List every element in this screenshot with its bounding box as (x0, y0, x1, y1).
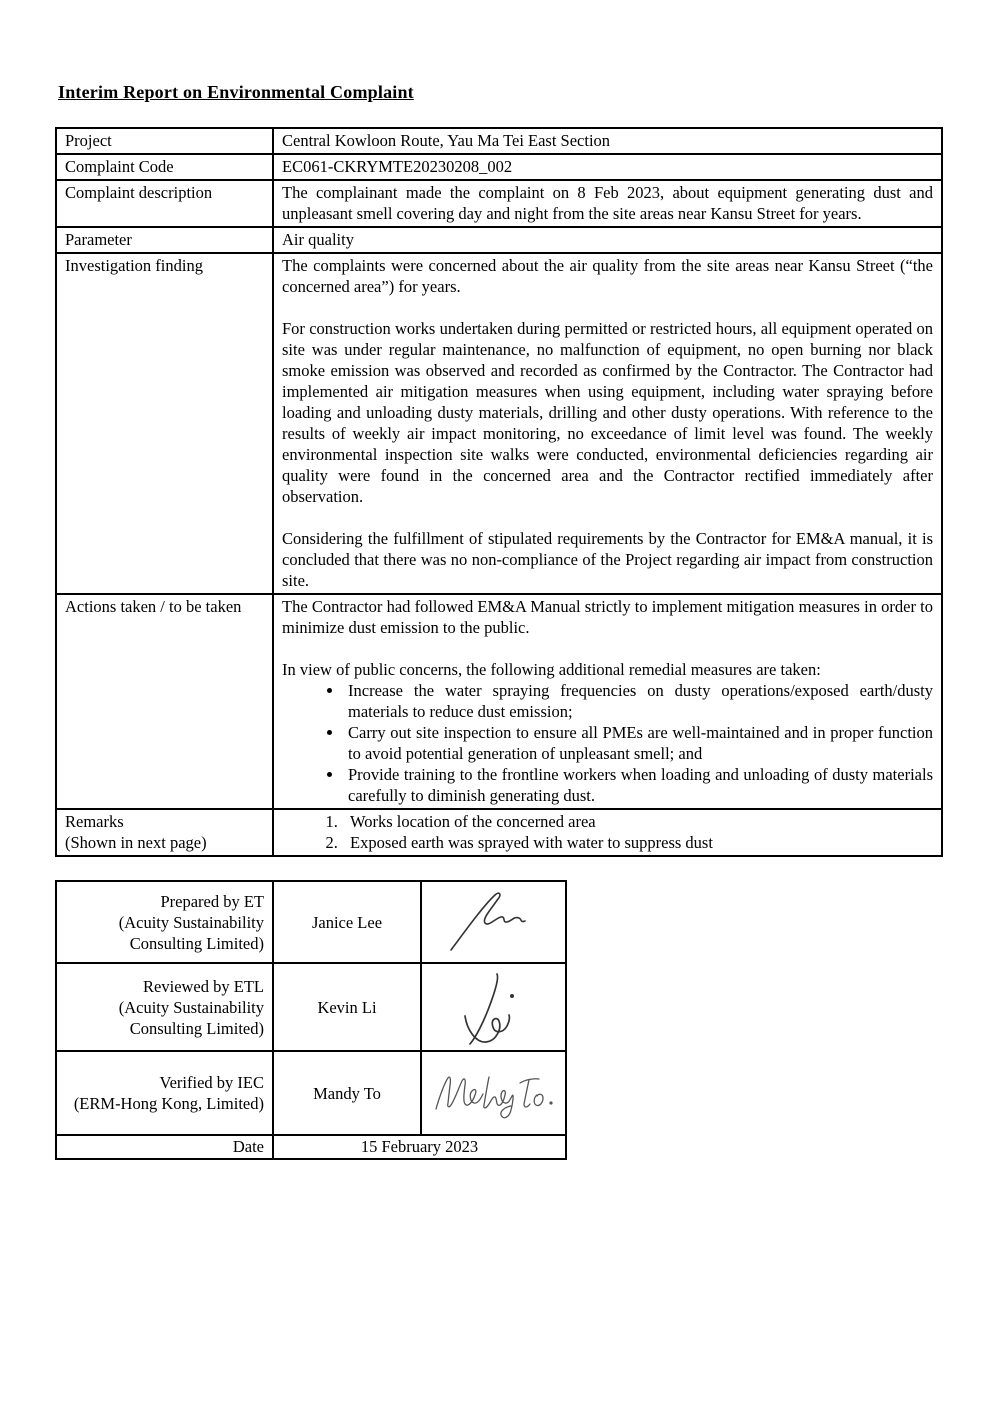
signature-table (55, 880, 567, 1160)
complaint-code-value: EC061-CKRYMTE20230208_002 (273, 154, 942, 180)
row-complaint-code (56, 154, 942, 180)
actions-paragraph: In view of public concerns, the following additional remedial measures are taken: (282, 660, 821, 679)
investigation-paragraph: The complaints were concerned about the air quality from the site areas near Kansu Street (“the concerned area”) for years. (282, 256, 933, 296)
complaint-description-label: Complaint description (56, 180, 273, 227)
reviewed-by-name: Kevin Li (273, 963, 421, 1051)
actions-taken-value (273, 594, 942, 809)
row-date (56, 1135, 566, 1159)
janice-lee-signature-image (434, 886, 554, 958)
row-investigation-finding (56, 253, 942, 594)
prepared-by-role (56, 881, 273, 963)
date-value: 15 February 2023 (273, 1135, 566, 1159)
investigation-finding-label: Investigation finding (56, 253, 273, 594)
page-title: Interim Report on Environmental Complaint (58, 82, 414, 102)
actions-paragraph: The Contractor had followed EM&A Manual strictly to implement mitigation measures in order to minimize dust emission to the public. (282, 597, 933, 637)
verified-by-name: Mandy To (273, 1051, 421, 1135)
date-label: Date (56, 1135, 273, 1159)
prepared-by-signature-cell (421, 881, 566, 963)
project-label: Project (56, 128, 273, 154)
reviewed-by-role-text: Reviewed by ETL (143, 976, 264, 996)
investigation-paragraph: For construction works undertaken during permitted or restricted hours, all equipment operated on site was under regular maintenance, no malfunction of equipment, no open burning nor black smoke emission was observed and recorded as confirmed by the Contractor. The Contractor had implemented air mitigation measures when using equipment, including water spraying before loading and unloading dusty materials, drilling and other dusty operations. With reference to the results of weekly air impact monitoring, no exceedance of limit level was found. The weekly environmental inspection site walks were conducted, environmental deficiencies regarding air quality were found in the concerned area and the Contractor rectified immediately after observation. (282, 319, 933, 506)
row-reviewed-by (56, 963, 566, 1051)
prepared-by-role-text: Prepared by ET (160, 891, 264, 911)
verified-by-role (56, 1051, 273, 1135)
parameter-label: Parameter (56, 227, 273, 253)
parameter-value: Air quality (273, 227, 942, 253)
list-item: 1. Works location of the concerned area (342, 811, 933, 832)
reviewed-by-role (56, 963, 273, 1051)
mandy-to-signature-image (430, 1065, 558, 1121)
row-actions-taken (56, 594, 942, 809)
remarks-label-text: Remarks (65, 812, 124, 831)
row-remarks (56, 809, 942, 856)
row-verified-by (56, 1051, 566, 1135)
prepared-by-org-text: (Acuity Sustainability Consulting Limited) (118, 912, 264, 953)
list-item: • Increase the water spraying frequencies on dusty operations/exposed earth/dusty materials to reduce dust emission; (344, 680, 933, 722)
list-item: • Provide training to the frontline workers when loading and unloading of dusty materials carefully to diminish generating dust. (344, 764, 933, 806)
list-item: 2. Exposed earth was sprayed with water to suppress dust (342, 832, 933, 853)
row-prepared-by (56, 881, 566, 963)
verified-by-signature-cell (421, 1051, 566, 1135)
verified-by-org-text: (ERM-Hong Kong, Limited) (73, 1094, 264, 1113)
row-parameter (56, 227, 942, 253)
remarks-label-note: (Shown in next page) (65, 833, 207, 852)
reviewed-by-signature-cell (421, 963, 566, 1051)
list-item: • Carry out site inspection to ensure all PMEs are well-maintained and in proper function to avoid potential generation of unpleasant smell; and (344, 722, 933, 764)
remarks-label (56, 809, 273, 856)
prepared-by-name: Janice Lee (273, 881, 421, 963)
row-complaint-description (56, 180, 942, 227)
kevin-li-signature-image (449, 968, 539, 1046)
investigation-paragraph: Considering the fulfillment of stipulated requirements by the Contractor for EM&A manual, it is concluded that there was no non-compliance of the Project regarding air impact from construction site. (282, 529, 933, 590)
remarks-list (282, 811, 933, 853)
remarks-value (273, 809, 942, 856)
actions-taken-label: Actions taken / to be taken (56, 594, 273, 809)
complaint-report-table (55, 127, 943, 857)
verified-by-role-text: Verified by IEC (159, 1073, 264, 1092)
investigation-finding-value (273, 253, 942, 594)
remedial-measures-list (282, 680, 933, 806)
complaint-code-label: Complaint Code (56, 154, 273, 180)
row-project (56, 128, 942, 154)
complaint-description-value: The complainant made the complaint on 8 Feb 2023, about equipment generating dust and unpleasant smell covering day and night from the site areas near Kansu Street for years. (273, 180, 942, 227)
reviewed-by-org-text: (Acuity Sustainability Consulting Limited) (118, 997, 264, 1038)
project-value: Central Kowloon Route, Yau Ma Tei East Section (273, 128, 942, 154)
